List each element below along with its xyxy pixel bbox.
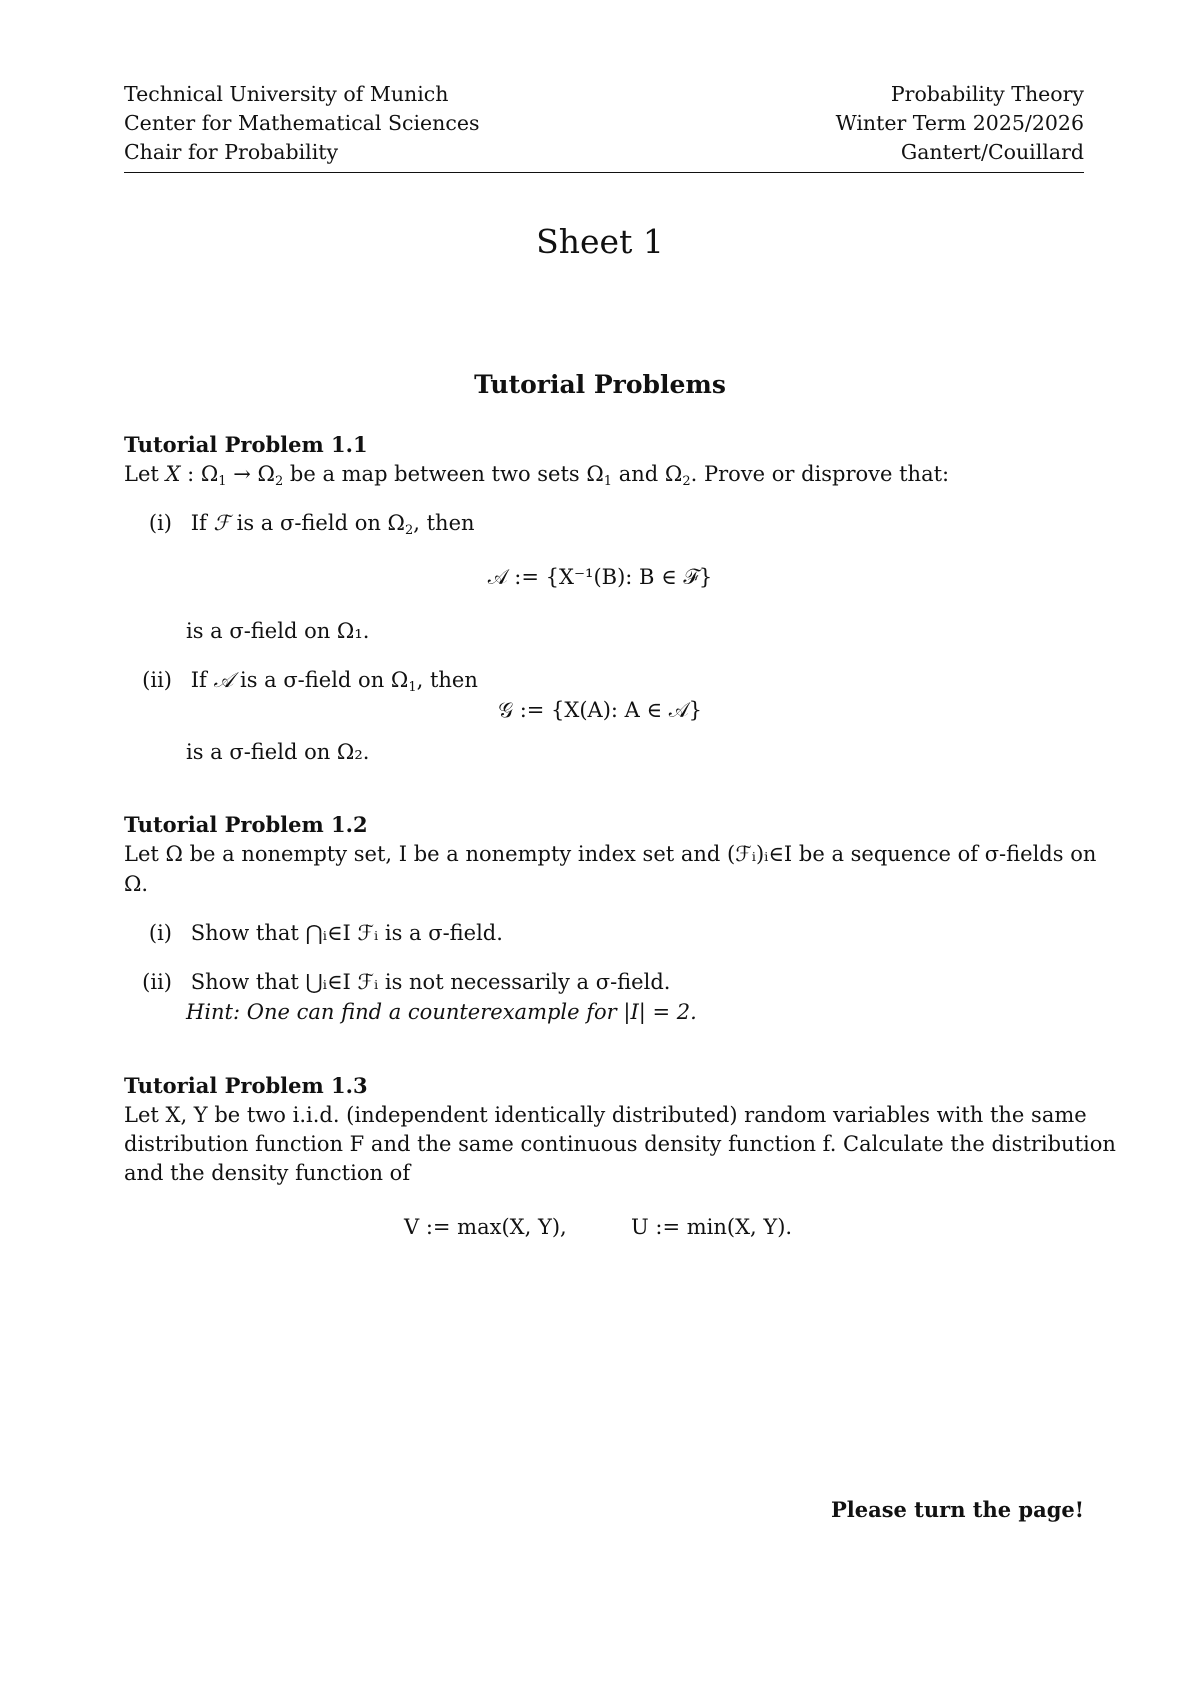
page-header	[124, 80, 1084, 173]
formula-v-max: V := max(X, Y),	[404, 1215, 567, 1239]
header-right	[836, 80, 1084, 172]
problem-1-2-hint: Hint: One can find a counterexample for |I| = 2.	[186, 1000, 697, 1024]
header-chair: Chair for Probability	[124, 140, 339, 164]
formula-u-min: U := min(X, Y).	[631, 1215, 793, 1239]
problem-1-3-title: Tutorial Problem 1.3	[124, 1073, 368, 1098]
problem-1-3-text-line3: and the density function of	[124, 1161, 411, 1185]
header-university: Technical University of Munich	[124, 82, 449, 106]
problem-1-2-title: Tutorial Problem 1.2	[124, 812, 368, 837]
problem-1-2-intro: Let Ω be a nonempty set, I be a nonempty index set and (ℱᵢ)ᵢ∈I be a sequence of σ-fields on	[124, 842, 1097, 866]
header-course: Probability Theory	[890, 82, 1084, 106]
sheet-title: Sheet 1	[536, 222, 664, 261]
problem-1-1-intro: Let X : $\Omega_1 \to \Omega_2$ be a map between two sets $\Omega_1$ and $\Omega_2$. Prove or disprove that:	[124, 462, 950, 489]
problem-1-1-item-ii: (ii) If 𝒜 is a σ-field on $\Omega_1$, then	[142, 668, 478, 695]
problem-1-3-text-line2: distribution function F and the same continuous density function f. Calculate the distribution	[124, 1132, 1116, 1156]
problem-1-2-intro-cont: Ω.	[124, 872, 149, 896]
problem-1-1-item-i-conclusion: is a σ-field on Ω₁.	[186, 619, 370, 643]
formula-sigma-field-g: 𝒢 := {X(A): A ∈ 𝒜}	[498, 698, 702, 722]
problem-1-2-item-i: (i) Show that ⋂ᵢ∈I ℱᵢ is a σ-field.	[148, 921, 503, 945]
formula-sigma-field-a: 𝒜 := {X⁻¹(B): B ∈ ℱ}	[487, 565, 713, 589]
header-lecturers: Gantert/Couillard	[900, 140, 1084, 164]
header-center: Center for Mathematical Sciences	[124, 111, 480, 135]
problem-1-1-item-ii-conclusion: is a σ-field on Ω₂.	[186, 740, 370, 764]
turn-page-note: Please turn the page!	[830, 1497, 1084, 1522]
section-title: Tutorial Problems	[474, 370, 726, 399]
problem-1-1-title: Tutorial Problem 1.1	[124, 432, 368, 457]
header-term: Winter Term 2025/2026	[835, 111, 1084, 135]
problem-1-3-text-line1: Let X, Y be two i.i.d. (independent identically distributed) random variables with the same	[124, 1103, 1087, 1127]
header-left	[124, 80, 480, 172]
problem-1-2-item-ii: (ii) Show that ⋃ᵢ∈I ℱᵢ is not necessarily a σ-field.	[142, 970, 671, 994]
problem-1-1-item-i: (i) If ℱ is a σ-field on $\Omega_2$, then	[148, 511, 475, 538]
